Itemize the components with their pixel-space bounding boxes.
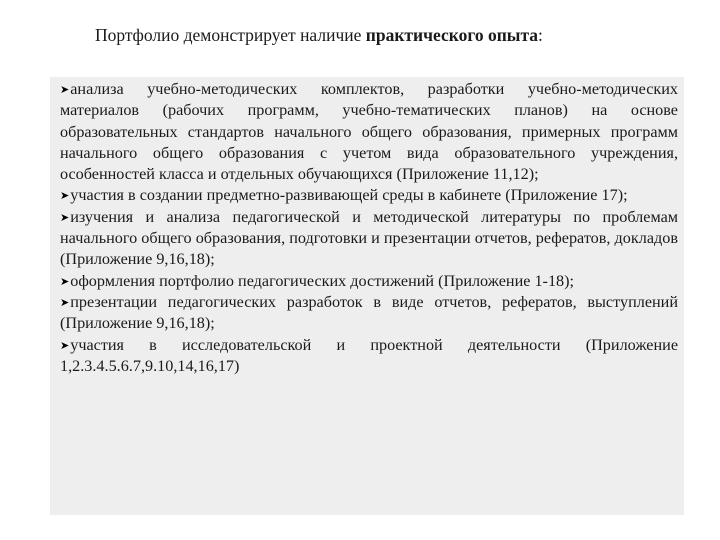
title-prefix: Портфолио демонстрирует наличие <box>95 25 366 45</box>
list-item <box>60 271 678 292</box>
list-item-text: участия в исследовательской и проектной деятельности (Приложение 1,2.3.4.5.6.7,9.10,14,16,17) <box>60 335 678 375</box>
arrow-bullet-icon: ➤ <box>60 83 70 96</box>
list-item-text: оформления портфолио педагогических достижений (Приложение 1-18); <box>70 271 575 290</box>
list-item <box>60 79 678 185</box>
list-item-text: анализа учебно-методических комплектов, разработки учебно-методических материалов (рабочих программ, учебно-тематических планов) на основе образовательных стандартов начального общего образования, примерных программ начального общего образования с учетом вида образовательного учреждения, особенностей класса и отдельных обучающихся (Приложение 11,12); <box>60 80 678 184</box>
arrow-bullet-icon: ➤ <box>60 210 70 224</box>
list-item-text: изучения и анализа педагогической и методической литературы по проблемам начального общего образования, подготовки и презентации отчетов, рефератов, докладов (Приложение 9,16,18); <box>60 207 678 269</box>
arrow-bullet-icon: ➤ <box>60 295 70 309</box>
list-item <box>60 207 678 271</box>
list-item-text: участия в создании предметно-развивающей среды в кабинете (Приложение 17); <box>70 186 628 205</box>
arrow-bullet-icon: ➤ <box>60 338 70 352</box>
title-suffix: : <box>538 25 543 45</box>
arrow-bullet-icon: ➤ <box>60 189 70 203</box>
list-item <box>60 335 678 378</box>
experience-list <box>60 79 678 377</box>
list-item-text: презентации педагогических разработок в виде отчетов, рефератов, выступлений (Приложение 9,16,18); <box>60 292 678 333</box>
list-item <box>60 185 678 206</box>
list-item <box>60 292 678 335</box>
arrow-bullet-icon: ➤ <box>60 274 70 288</box>
title-bold: практического опыта <box>365 25 539 45</box>
page-title <box>95 24 543 46</box>
